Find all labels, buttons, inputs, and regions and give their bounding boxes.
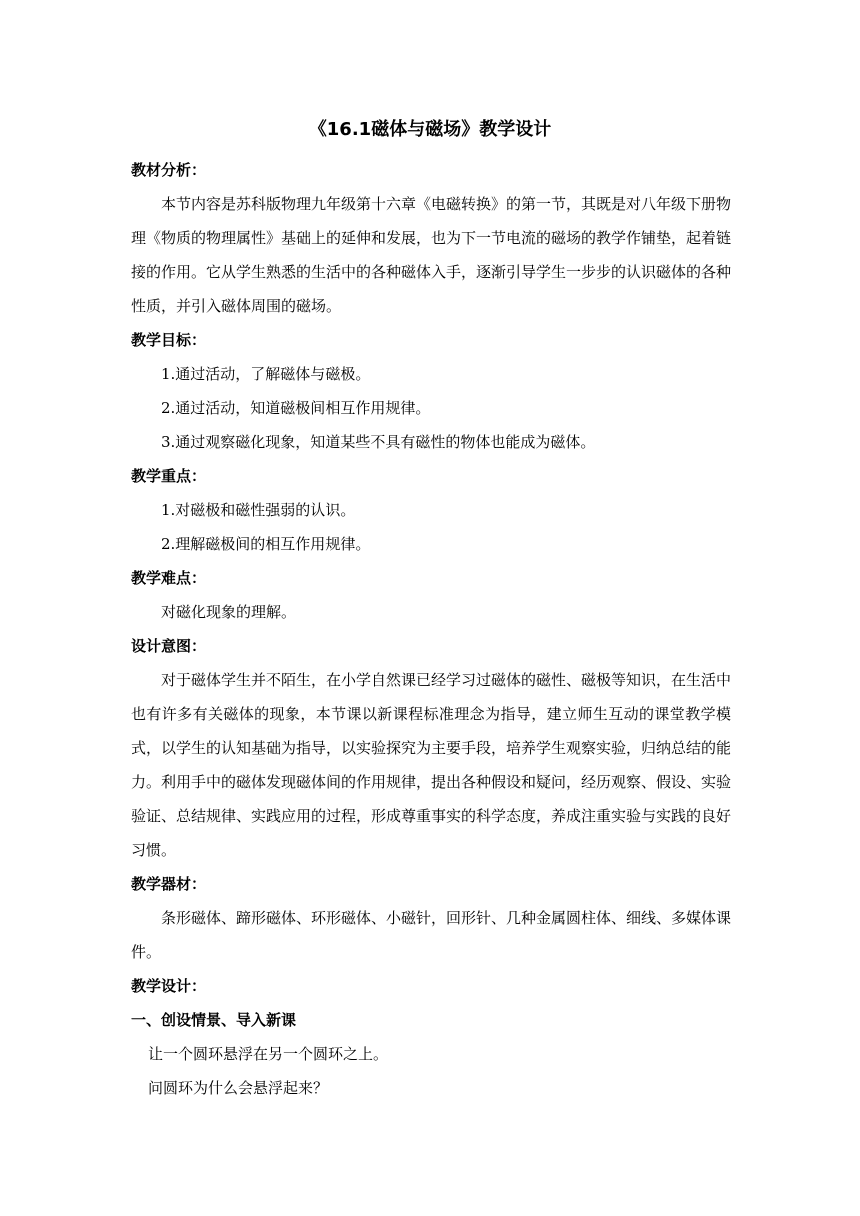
goal-item-1: 1.通过活动，了解磁体与磁极。 (161, 365, 371, 383)
goal-item-2: 2.通过活动，知道磁极间相互作用规律。 (161, 399, 431, 417)
key-point-item-1: 1.对磁极和磁性强弱的认识。 (161, 501, 356, 519)
goals-heading: 教学目标： (131, 331, 207, 349)
document-body (131, 153, 731, 1105)
difficulties-heading: 教学难点： (131, 569, 207, 587)
document-title: 《16.1磁体与磁场》教学设计 (308, 119, 552, 140)
analysis-paragraph: 本节内容是苏科版物理九年级第十六章《电磁转换》的第一节，其既是对八年级下册物理《物质的物理属性》基础上的延伸和发展，也为下一节电流的磁场的教学作铺垫，起着链接的作用。它从学生熟悉的生活中的各种磁体入手，逐渐引导学生一步步的认识磁体的各种性质，并引入磁体周围的磁场。 (131, 195, 732, 315)
equipment-paragraph: 条形磁体、蹄形磁体、环形磁体、小磁针，回形针、几种金属圆柱体、细线、多媒体课件。 (131, 909, 732, 961)
key-points-heading: 教学重点： (131, 467, 207, 485)
goal-item-3: 3.通过观察磁化现象，知道某些不具有磁性的物体也能成为磁体。 (161, 433, 596, 451)
analysis-heading: 教材分析： (131, 161, 207, 179)
equipment-heading: 教学器材： (131, 875, 207, 893)
intent-heading: 设计意图： (131, 637, 207, 655)
design-line-1: 让一个圆环悬浮在另一个圆环之上。 (148, 1045, 389, 1063)
key-point-item-2: 2.理解磁极间的相互作用规律。 (161, 535, 371, 553)
difficulties-paragraph: 对磁化现象的理解。 (161, 603, 297, 621)
design-subheading: 一、创设情景、导入新课 (131, 1011, 297, 1029)
design-line-2: 问圆环为什么会悬浮起来？ (148, 1079, 329, 1097)
intent-paragraph: 对于磁体学生并不陌生，在小学自然课已经学习过磁体的磁性、磁极等知识，在生活中也有许多有关磁体的现象，本节课以新课程标准理念为指导，建立师生互动的课堂教学模式，以学生的认知基础为指导，以实验探究为主要手段，培养学生观察实验，归纳总结的能力。利用手中的磁体发现磁体间的作用规律，提出各种假设和疑问，经历观察、假设、实验验证、总结规律、实践应用的过程，形成尊重事实的科学态度，养成注重实验与实践的良好习惯。 (131, 671, 732, 859)
design-heading: 教学设计： (131, 977, 207, 995)
